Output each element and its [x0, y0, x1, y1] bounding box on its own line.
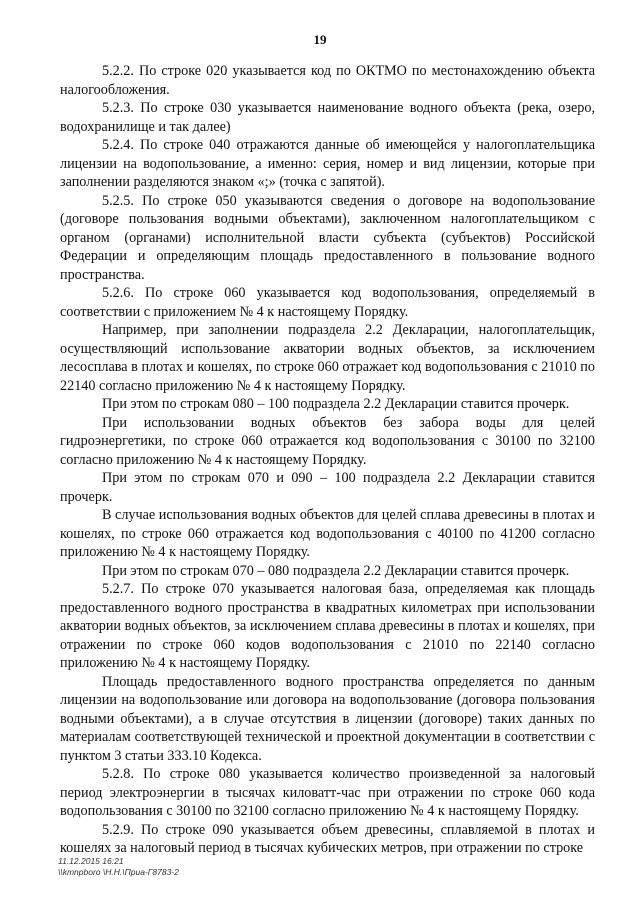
paragraph: 5.2.4. По строке 040 отражаются данные об имеющейся у налогоплательщика лицензии на водопользование, а именно: серия, номер и вид лицензии, которые при заполнении разделяются знаком «;» (точка с запятой). — [60, 137, 595, 190]
paragraph: При этом по строкам 080 – 100 подраздела 2.2 Декларации ставится прочерк. — [102, 396, 570, 412]
paragraph: 5.2.8. По строке 080 указывается количество произведенной за налоговый период электроэнергии в тысячах киловатт-час при отражении по строке 060 кода водопользования с 30100 по 32100 согласно приложению № 4 к настоящему Порядку. — [60, 766, 595, 819]
paragraph: 5.2.9. По строке 090 указывается объем древесины, сплавляемой в плотах и кошелях за налоговый период в тысячах кубических метров, при отражении по строке — [60, 821, 595, 856]
footer-file-path: \\kmnpboro \Н.Н.\Приа-Г8783-2 — [58, 866, 179, 877]
paragraph: При использовании водных объектов без забора воды для целей гидроэнергетики, по строке 060 отражается код водопользования с 30100 по 32100 согласно приложению № 4 к настоящему Порядку. — [60, 414, 595, 468]
document-footer — [58, 856, 179, 877]
page-number: 19 — [313, 32, 327, 47]
paragraph: Площадь предоставленного водного пространства определяется по данным лицензии на водопользование или договора на водопользование (договора пользования водными объектами), а в случае отсутствия в лицензии (договоре) таких данных по материалам соответствующей технической и проектной документации в соответствии с пунктом 3 статьи 333.10 Кодекса. — [60, 673, 595, 764]
paragraph: 5.2.3. По строке 030 указывается наименование водного объекта (река, озеро, водохранилище и так далее) — [60, 100, 595, 135]
paragraph: В случае использования водных объектов для целей сплава древесины в плотах и кошелях, по строке 060 отражается код водопользования с 40100 по 41200 согласно приложению № 4 к настоящему Порядку. — [60, 507, 595, 560]
paragraph: При этом по строкам 070 – 080 подраздела 2.2 Декларации ставится прочерк. — [102, 562, 570, 579]
paragraph: 5.2.6. По строке 060 указывается код водопользования, определяемый в соответствии с приложением № 4 к настоящему Порядку. — [60, 285, 595, 320]
paragraph: 5.2.5. По строке 050 указываются сведения о договоре на водопользование (договоре пользования водными объектами), заключенном налогоплательщиком с органом (органами) исполнительной власти субъекта (субъектов) Российской Федерации и определяющим площадь предоставленного в пользование водного пространства. — [60, 192, 595, 283]
paragraph: 5.2.7. По строке 070 указывается налоговая база, определяемая как площадь предоставленного водного пространства в квадратных километрах при использовании акватории водных объектов, за исключением сплава древесины в плотах и кошелях, при отражении по строке 060 кодов водопользования с 21010 по 22140 согласно приложению № 4 к настоящему Порядку. — [60, 581, 595, 671]
paragraph: При этом по строкам 070 и 090 – 100 подраздела 2.2 Декларации ставится прочерк. — [60, 470, 595, 505]
document-body — [60, 62, 595, 858]
footer-timestamp: 11.12.2015 16:21 — [58, 856, 124, 866]
paragraph: 5.2.2. По строке 020 указывается код по ОКТМО по местонахождению объекта налогообложения. — [60, 63, 595, 98]
paragraph: Например, при заполнении подраздела 2.2 Декларации, налогоплательщик, осуществляющий использование акватории водных объектов, за исключением лесосплава в плотах и кошелях, по строке 060 отражает код водопользования с 21010 по 22140 согласно приложению № 4 к настоящему Порядку. — [60, 322, 595, 394]
